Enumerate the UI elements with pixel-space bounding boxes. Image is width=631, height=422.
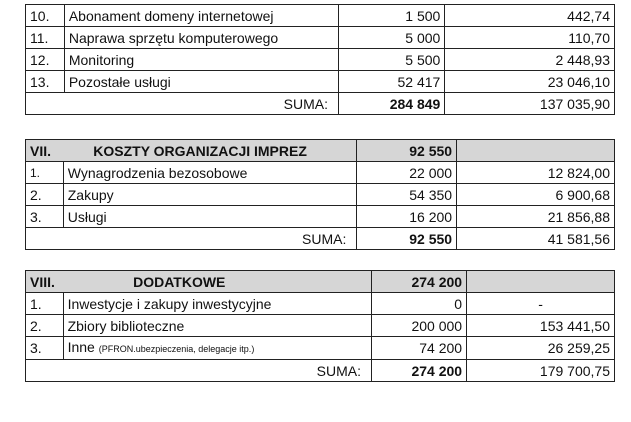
budget-table-continuation — [25, 4, 615, 115]
row-name: Zbiory biblioteczne — [63, 315, 371, 337]
table-row — [26, 315, 615, 337]
row-name: Pozostałe usługi — [64, 71, 338, 93]
section-header — [26, 271, 615, 293]
row-name: Wynagrodzenia bezosobowe — [63, 162, 357, 184]
table-row — [26, 162, 615, 184]
row-exec: 26 259,25 — [467, 337, 615, 360]
section-number: VII. — [26, 140, 64, 162]
row-exec: 21 856,88 — [457, 206, 615, 228]
sum-exec: 137 035,90 — [445, 93, 615, 115]
section-title-text: KOSZTY ORGANIZACJI IMPREZ — [93, 142, 307, 159]
section-title — [63, 271, 371, 293]
row-number: 1. — [26, 293, 64, 315]
row-plan: 54 350 — [357, 184, 457, 206]
row-name: Inwestycje i zakupy inwestycyjne — [63, 293, 371, 315]
sum-label: SUMA: — [26, 360, 372, 382]
sum-exec: 41 581,56 — [457, 228, 615, 250]
row-plan: 74 200 — [372, 337, 467, 360]
table-row — [26, 5, 615, 27]
row-plan: 200 000 — [372, 315, 467, 337]
sum-exec: 179 700,75 — [467, 360, 615, 382]
sum-plan: 92 550 — [357, 228, 457, 250]
row-exec: 442,74 — [445, 5, 615, 27]
row-name — [63, 337, 371, 360]
row-name: Abonament domeny internetowej — [64, 5, 338, 27]
section-title — [63, 140, 357, 162]
row-plan: 1 500 — [339, 5, 445, 27]
row-number: 2. — [26, 184, 64, 206]
row-number: 12. — [26, 49, 65, 71]
row-number: 13. — [26, 71, 65, 93]
row-number: 10. — [26, 5, 65, 27]
section-viii-table — [25, 270, 615, 382]
sum-label: SUMA: — [26, 93, 339, 115]
row-name: Zakupy — [63, 184, 357, 206]
table-row — [26, 337, 615, 360]
table-row — [26, 71, 615, 93]
row-number: 11. — [26, 27, 65, 49]
row-plan: 52 417 — [339, 71, 445, 93]
table-row — [26, 27, 615, 49]
row-plan: 5 000 — [339, 27, 445, 49]
section-plan: 274 200 — [372, 271, 467, 293]
table-row — [26, 206, 615, 228]
section-title-text: DODATKOWE — [133, 273, 226, 290]
row-exec: 153 441,50 — [467, 315, 615, 337]
row-number: 3. — [26, 337, 64, 360]
row-number: 1. — [26, 162, 64, 184]
sum-label: SUMA: — [26, 228, 357, 250]
row-number: 2. — [26, 315, 64, 337]
sum-row — [26, 360, 615, 382]
section-exec-empty — [457, 140, 615, 162]
section-vii-table — [25, 139, 615, 250]
section-plan: 92 550 — [357, 140, 457, 162]
row-exec: 12 824,00 — [457, 162, 615, 184]
row-name: Naprawa sprzętu komputerowego — [64, 27, 338, 49]
row-exec: 110,70 — [445, 27, 615, 49]
sum-plan: 274 200 — [372, 360, 467, 382]
row-name: Monitoring — [64, 49, 338, 71]
row-plan: 16 200 — [357, 206, 457, 228]
row-plan: 22 000 — [357, 162, 457, 184]
row-plan: 5 500 — [339, 49, 445, 71]
row-exec: 6 900,68 — [457, 184, 615, 206]
section-header — [26, 140, 615, 162]
row-plan: 0 — [372, 293, 467, 315]
sum-plan: 284 849 — [339, 93, 445, 115]
row-exec: 23 046,10 — [445, 71, 615, 93]
row-name-text: Inne — [67, 339, 95, 355]
row-name-note: (PFRON.ubezpieczenia, delegacje itp.) — [98, 344, 255, 354]
table-row — [26, 184, 615, 206]
row-name: Usługi — [63, 206, 357, 228]
table-row — [26, 49, 615, 71]
row-exec: 2 448,93 — [445, 49, 615, 71]
row-number: 3. — [26, 206, 64, 228]
row-exec: - — [467, 293, 615, 315]
sum-row — [26, 93, 615, 115]
section-exec-empty — [467, 271, 615, 293]
table-row — [26, 293, 615, 315]
sum-row — [26, 228, 615, 250]
section-number: VIII. — [26, 271, 64, 293]
